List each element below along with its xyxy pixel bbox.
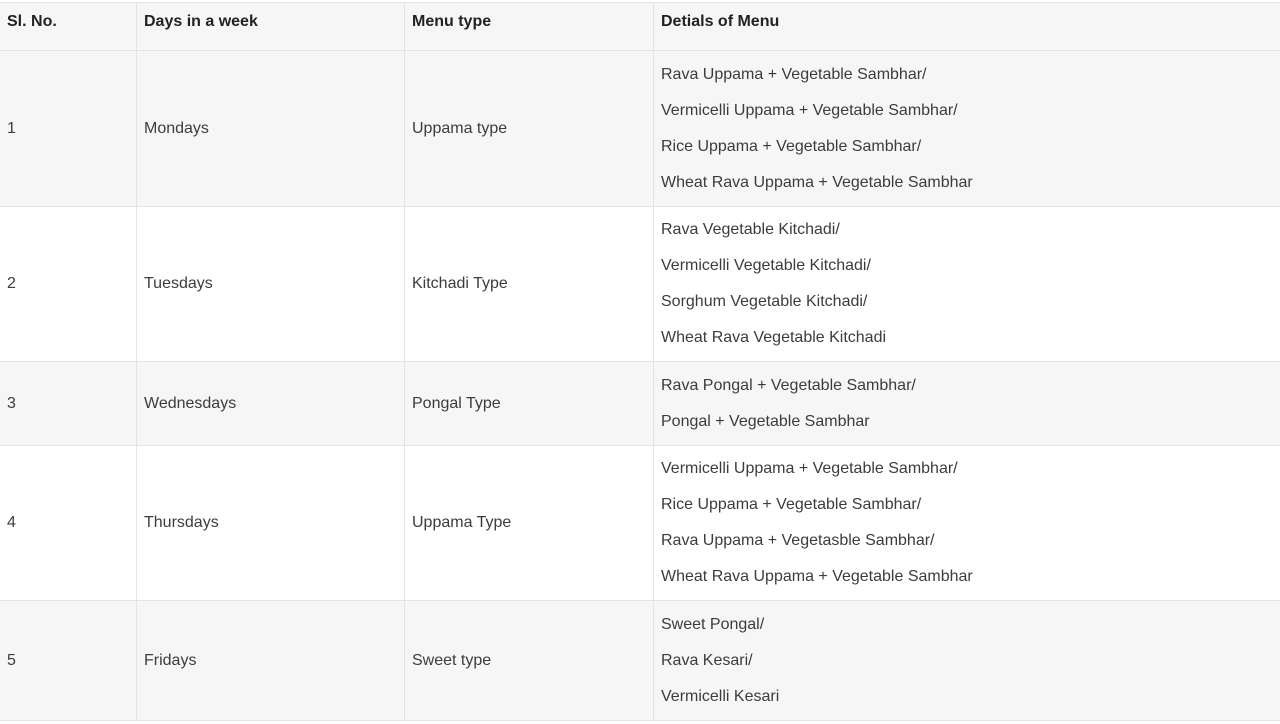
menu-detail-line: Rava Uppama + Vegetable Sambhar/ xyxy=(661,57,1280,93)
cell-day: Mondays xyxy=(137,51,405,207)
menu-detail-line: Rava Uppama + Vegetasble Sambhar/ xyxy=(661,523,1280,559)
cell-menu-type: Uppama type xyxy=(405,51,654,207)
table-row xyxy=(0,207,1280,362)
menu-detail-line: Vermicelli Uppama + Vegetable Sambhar/ xyxy=(661,93,1280,129)
table-row xyxy=(0,601,1280,721)
cell-day: Tuesdays xyxy=(137,207,405,362)
cell-menu-type: Uppama Type xyxy=(405,446,654,601)
header-days: Days in a week xyxy=(137,3,405,51)
cell-sl-no: 3 xyxy=(0,362,137,446)
menu-detail-line: Wheat Rava Vegetable Kitchadi xyxy=(661,320,1280,356)
menu-detail-line: Rice Uppama + Vegetable Sambhar/ xyxy=(661,487,1280,523)
menu-table xyxy=(0,2,1280,721)
cell-menu-type: Pongal Type xyxy=(405,362,654,446)
menu-detail-line: Wheat Rava Uppama + Vegetable Sambhar xyxy=(661,559,1280,595)
table-row xyxy=(0,362,1280,446)
header-sl-no: Sl. No. xyxy=(0,3,137,51)
cell-sl-no: 1 xyxy=(0,51,137,207)
menu-detail-line: Vermicelli Kesari xyxy=(661,679,1280,715)
header-menu-type: Menu type xyxy=(405,3,654,51)
cell-day: Fridays xyxy=(137,601,405,721)
cell-sl-no: 2 xyxy=(0,207,137,362)
cell-menu-details xyxy=(654,51,1280,207)
menu-detail-line: Sweet Pongal/ xyxy=(661,607,1280,643)
cell-menu-details xyxy=(654,446,1280,601)
cell-menu-details xyxy=(654,601,1280,721)
table-header-row xyxy=(0,3,1280,51)
cell-menu-type: Sweet type xyxy=(405,601,654,721)
cell-day: Thursdays xyxy=(137,446,405,601)
table-row xyxy=(0,446,1280,601)
menu-detail-line: Rice Uppama + Vegetable Sambhar/ xyxy=(661,129,1280,165)
menu-detail-line: Rava Kesari/ xyxy=(661,643,1280,679)
table-row xyxy=(0,51,1280,207)
cell-sl-no: 4 xyxy=(0,446,137,601)
menu-detail-line: Vermicelli Uppama + Vegetable Sambhar/ xyxy=(661,451,1280,487)
menu-detail-line: Rava Pongal + Vegetable Sambhar/ xyxy=(661,368,1280,404)
menu-detail-line: Pongal + Vegetable Sambhar xyxy=(661,404,1280,440)
menu-detail-line: Rava Vegetable Kitchadi/ xyxy=(661,212,1280,248)
cell-menu-details xyxy=(654,362,1280,446)
cell-sl-no: 5 xyxy=(0,601,137,721)
cell-day: Wednesdays xyxy=(137,362,405,446)
cell-menu-type: Kitchadi Type xyxy=(405,207,654,362)
header-menu-details: Detials of Menu xyxy=(654,3,1280,51)
menu-detail-line: Sorghum Vegetable Kitchadi/ xyxy=(661,284,1280,320)
menu-detail-line: Wheat Rava Uppama + Vegetable Sambhar xyxy=(661,165,1280,201)
menu-detail-line: Vermicelli Vegetable Kitchadi/ xyxy=(661,248,1280,284)
cell-menu-details xyxy=(654,207,1280,362)
